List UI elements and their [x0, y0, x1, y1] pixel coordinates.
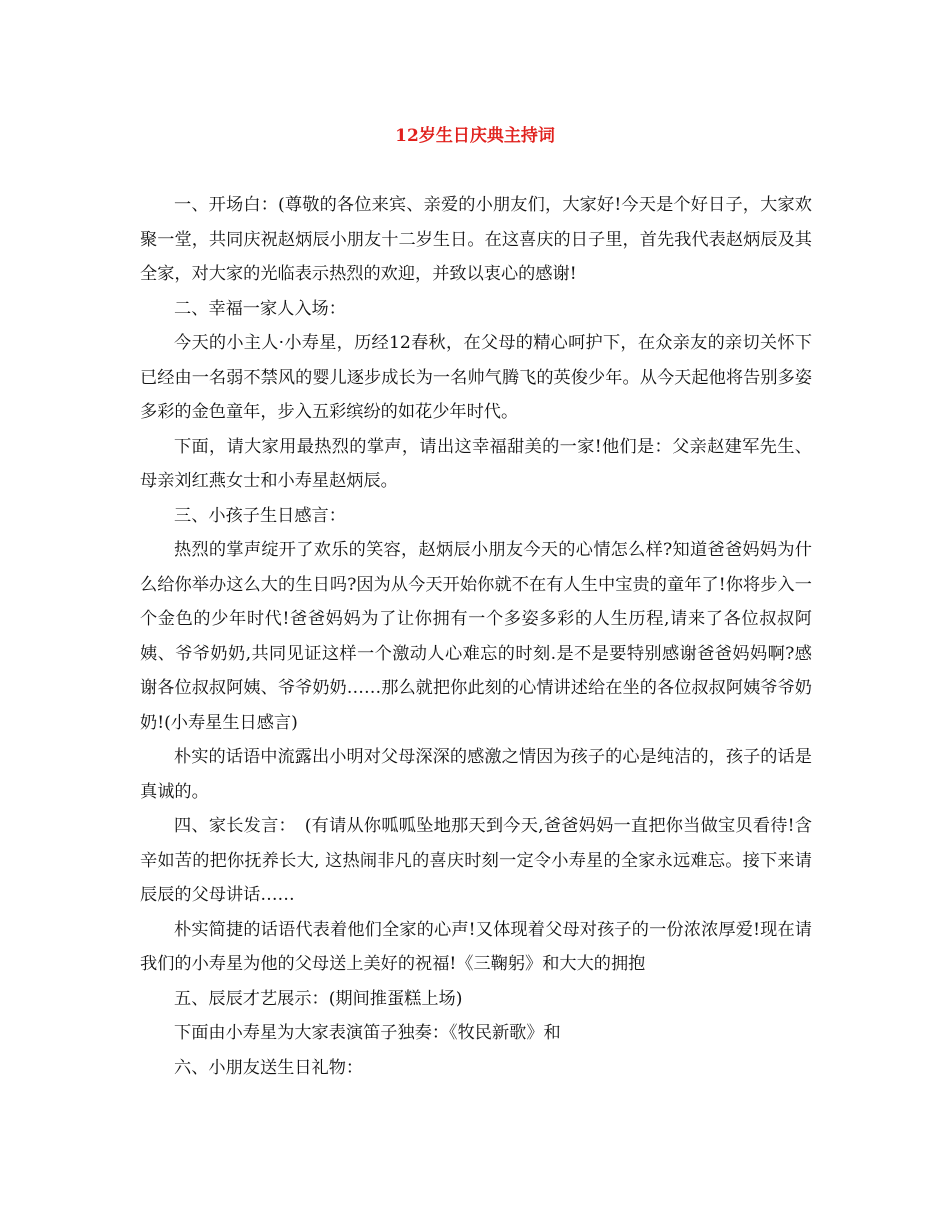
paragraph-sincere-words: 朴实的话语中流露出小明对父母深深的感激之情因为孩子的心是纯洁的，孩子的话是真诚的。: [140, 747, 812, 802]
heading-gifts: 六、小朋友送生日礼物：: [174, 1057, 364, 1078]
document-title: 12岁生日庆典主持词: [395, 126, 555, 146]
paragraph-child-speech: 热烈的掌声绽开了欢乐的笑容，赵炳辰小朋友今天的心情怎么样?知道爸爸妈妈为什么给你举办这么大的生日吗?因为从今天开始你就不在有人生中宝贵的童年了!你将步入一个金色的少年时代!爸爸妈妈为了让你拥有一个多姿多彩的人生历程,请来了各位叔叔阿姨、爷爷奶奶,共同见证这样一个激动人心难忘的时刻.是不是要特别感谢爸爸妈妈啊?感谢各位叔叔阿姨、爷爷奶奶……那么就把你此刻的心情讲述给在坐的各位叔叔阿姨爷爷奶奶!(小寿星生日感言): [140, 540, 812, 733]
paragraph-opening: 一、开场白：(尊敬的各位来宾、亲爱的小朋友们，大家好!今天是个好日子，大家欢聚一堂，共同庆祝赵炳辰小朋友十二岁生日。在这喜庆的日子里，首先我代表赵炳辰及其全家，对大家的光临表示热烈的欢迎，并致以衷心的感谢!: [140, 195, 812, 284]
heading-family-entrance: 二、幸福一家人入场：: [174, 298, 346, 319]
paragraph-flute-solo: 下面由小寿星为大家表演笛子独奏：《牧民新歌》和: [174, 1023, 561, 1043]
paragraph-introduction: 今天的小主人·小寿星，历经12春秋，在父母的精心呵护下，在众亲友的亲切关怀下已经由一名弱不禁风的婴儿逐步成长为一名帅气腾飞的英俊少年。从今天起他将告别多姿多彩的金色童年，步入五彩缤纷的如花少年时代。: [140, 333, 812, 422]
paragraph-parent-speech: 四、家长发言： (有请从你呱呱坠地那天到今天,爸爸妈妈一直把你当做宝贝看待!含辛如苦的把你抚养长大, 这热闹非凡的喜庆时刻一定令小寿星的全家永远难忘。接下来请辰辰的父母讲话……: [140, 816, 812, 905]
heading-child-speech: 三、小孩子生日感言：: [174, 505, 346, 526]
paragraph-blessing: 朴实简捷的话语代表着他们全家的心声!又体现着父母对孩子的一份浓浓厚爱!现在请我们的小寿星为他的父母送上美好的祝福!《三鞠躬》和大大的拥抱: [140, 919, 812, 974]
paragraph-invite-family: 下面，请大家用最热烈的掌声，请出这幸福甜美的一家!他们是：父亲赵建军先生、母亲刘红燕女士和小寿星赵炳辰。: [140, 436, 812, 491]
document-body: [140, 188, 812, 1085]
heading-talent-show: 五、辰辰才艺展示：(期间推蛋糕上场): [174, 988, 463, 1009]
